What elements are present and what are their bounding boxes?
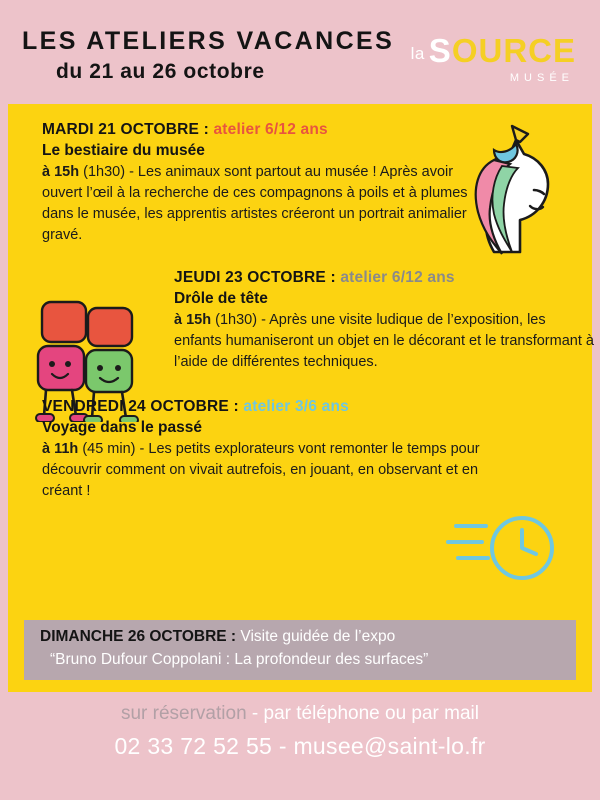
workshop-2-title: Drôle de tête	[174, 290, 268, 308]
workshop-3-ages: atelier 3/6 ans	[243, 397, 349, 415]
logo-source-text	[429, 34, 576, 67]
footer-reservation-text: sur réservation	[120, 703, 247, 724]
header-text-block	[22, 16, 394, 84]
workshop-2-separator: :	[330, 268, 336, 286]
banner-activity: Visite guidée de l’expo	[240, 628, 396, 645]
workshop-entry-3	[42, 397, 482, 502]
logo-la-source-musee	[411, 16, 582, 84]
workshop-1-duration: (1h30)	[83, 164, 126, 181]
workshop-3-separator: :	[233, 397, 239, 415]
banner-exhibition-title: “Bruno Dufour Coppolani : La profondeur des surfaces”	[50, 651, 429, 668]
workshop-2-body	[174, 310, 594, 373]
workshop-3-time: à 11h	[42, 441, 79, 458]
poster-footer	[0, 700, 600, 760]
footer-reservation-line	[0, 700, 600, 729]
workshop-1-separator: :	[203, 121, 209, 138]
logo-la-text: la	[410, 44, 425, 63]
workshop-1-head	[42, 120, 482, 139]
page-subtitle: du 21 au 26 octobre	[56, 60, 265, 84]
workshop-2-ages: atelier 6/12 ans	[340, 268, 455, 286]
workshop-2-day: JEUDI 23 OCTOBRE	[174, 268, 326, 286]
workshops-panel	[8, 104, 592, 692]
clock-icon	[446, 502, 562, 592]
workshop-1-time: à 15h	[42, 164, 80, 181]
workshop-2-head	[174, 268, 594, 287]
workshop-1-body	[42, 162, 482, 246]
workshop-2-duration: (1h30)	[215, 312, 258, 329]
workshop-2-time: à 15h	[174, 312, 212, 329]
guided-tour-banner	[24, 620, 576, 680]
poster-header	[0, 0, 600, 104]
workshop-1-day: MARDI 21 OCTOBRE	[42, 121, 200, 138]
footer-contact-text: - par téléphone ou par mail	[251, 703, 480, 724]
workshop-3-day: VENDREDI 24 OCTOBRE	[42, 397, 229, 415]
workshop-3-title: Voyage dans le passé	[42, 419, 202, 437]
workshop-1-ages: atelier 6/12 ans	[213, 121, 328, 138]
workshop-3-head	[42, 397, 482, 416]
logo-musee-text: MUSÉE	[509, 72, 574, 84]
workshop-3-text: - Les petits explorateurs vont remonter le temps pour découvrir comment on vivait autrefois, en jouant, en observant et en créant !	[42, 441, 480, 499]
workshop-3-duration: (45 min)	[82, 441, 136, 458]
workshop-1-title: Le bestiaire du musée	[42, 142, 205, 160]
page-title: LES ATELIERS VACANCES	[22, 27, 395, 55]
workshop-3-body	[42, 439, 482, 502]
workshop-entry-1	[42, 120, 482, 246]
workshop-entry-2	[174, 268, 594, 373]
workshop-1-text: - Les animaux sont partout au musée ! Après avoir ouvert l’œil à la recherche de ces compagnons à poils et à plumes dans le musée, les apprentis artistes créeront un portrait animalier gravé.	[42, 164, 468, 243]
footer-phone-mail: 02 33 72 52 55 - musee@saint-lo.fr	[114, 732, 486, 759]
banner-day: DIMANCHE 26 OCTOBRE :	[40, 628, 237, 645]
logo-source-s: S	[428, 32, 452, 69]
logo-main	[429, 34, 576, 84]
workshop-2-text: - Après une visite ludique de l’exposition, les enfants humaniseront un objet en le décorant et le transformant à l’aide de différentes techniques.	[174, 312, 594, 370]
logo-source-ource: OURCE	[451, 32, 576, 69]
banner-first-line	[40, 628, 562, 646]
